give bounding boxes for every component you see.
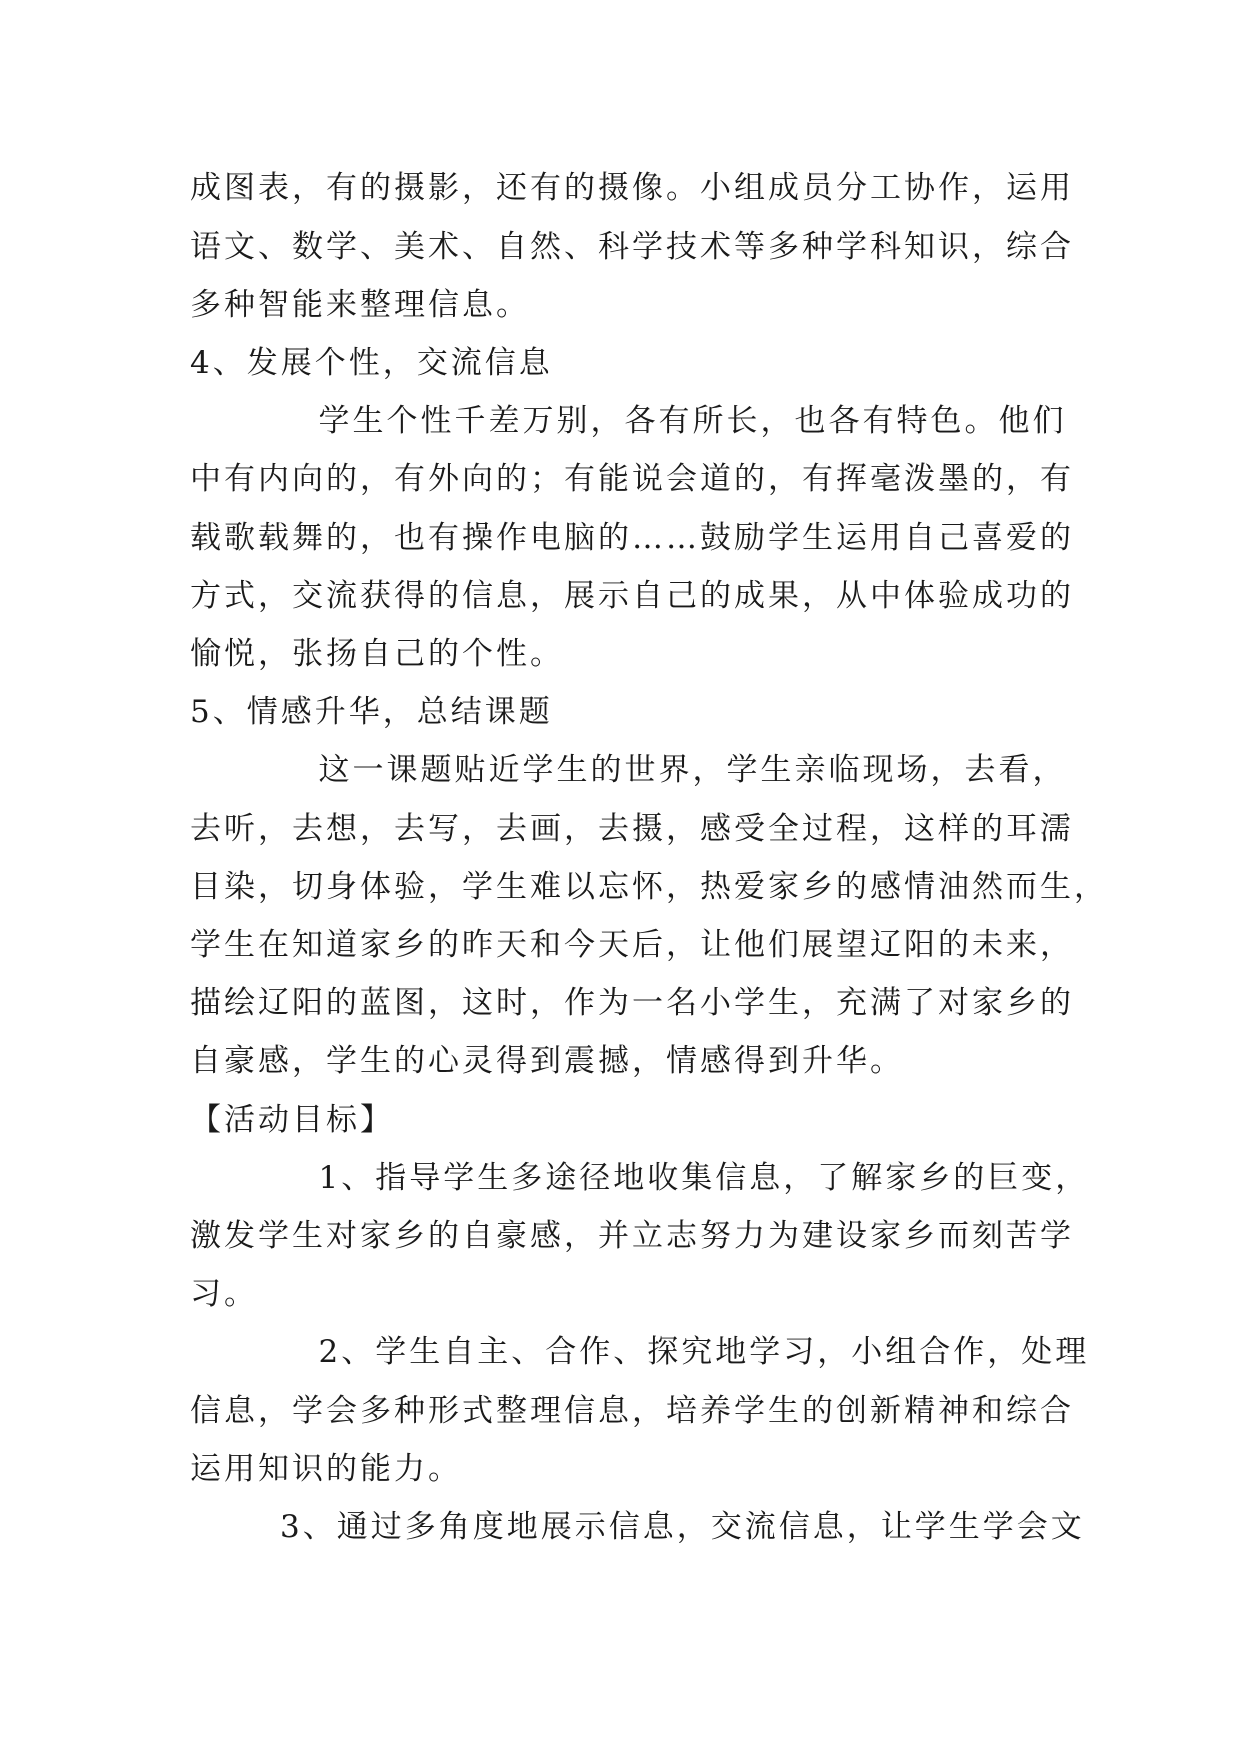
text-line: 目染，切身体验，学生难以忘怀，热爱家乡的感情油然而生，	[190, 869, 1108, 905]
text-line: 学生在知道家乡的昨天和今天后，让他们展望辽阳的未来，	[190, 927, 1074, 963]
text-line: 方式，交流获得的信息，展示自己的成果，从中体验成功的	[190, 578, 1074, 614]
text-line: 运用知识的能力。	[190, 1451, 462, 1487]
text-line: 3、通过多角度地展示信息，交流信息，让学生学会文	[190, 1509, 1085, 1545]
text-line: 学生个性千差万别，各有所长，也各有特色。他们	[190, 403, 1067, 439]
section-heading: 4、发展个性，交流信息	[190, 345, 553, 381]
text-line: 描绘辽阳的蓝图，这时，作为一名小学生，充满了对家乡的	[190, 985, 1074, 1021]
text-line: 多种智能来整理信息。	[190, 287, 530, 323]
text-line: 信息，学会多种形式整理信息，培养学生的创新精神和综合	[190, 1393, 1074, 1429]
text-line: 这一课题贴近学生的世界，学生亲临现场，去看，	[190, 752, 1067, 788]
text-line: 2、学生自主、合作、探究地学习，小组合作，处理	[190, 1334, 1090, 1370]
text-line: 中有内向的，有外向的；有能说会道的，有挥毫泼墨的，有	[190, 461, 1074, 497]
text-line: 习。	[190, 1276, 258, 1312]
text-line: 去听，去想，去写，去画，去摄，感受全过程，这样的耳濡	[190, 811, 1074, 847]
text-line: 语文、数学、美术、自然、科学技术等多种学科知识，综合	[190, 229, 1074, 265]
text-line: 1、指导学生多途径地收集信息，了解家乡的巨变，	[190, 1160, 1090, 1196]
section-heading: 5、情感升华，总结课题	[190, 694, 553, 730]
text-line: 成图表，有的摄影，还有的摄像。小组成员分工协作，运用	[190, 170, 1074, 206]
section-heading: 【活动目标】	[190, 1102, 394, 1138]
text-line: 激发学生对家乡的自豪感，并立志努力为建设家乡而刻苦学	[190, 1218, 1074, 1254]
text-line: 载歌载舞的，也有操作电脑的……鼓励学生运用自己喜爱的	[190, 520, 1074, 556]
text-line: 愉悦，张扬自己的个性。	[190, 636, 564, 672]
text-line: 自豪感，学生的心灵得到震撼，情感得到升华。	[190, 1043, 904, 1079]
